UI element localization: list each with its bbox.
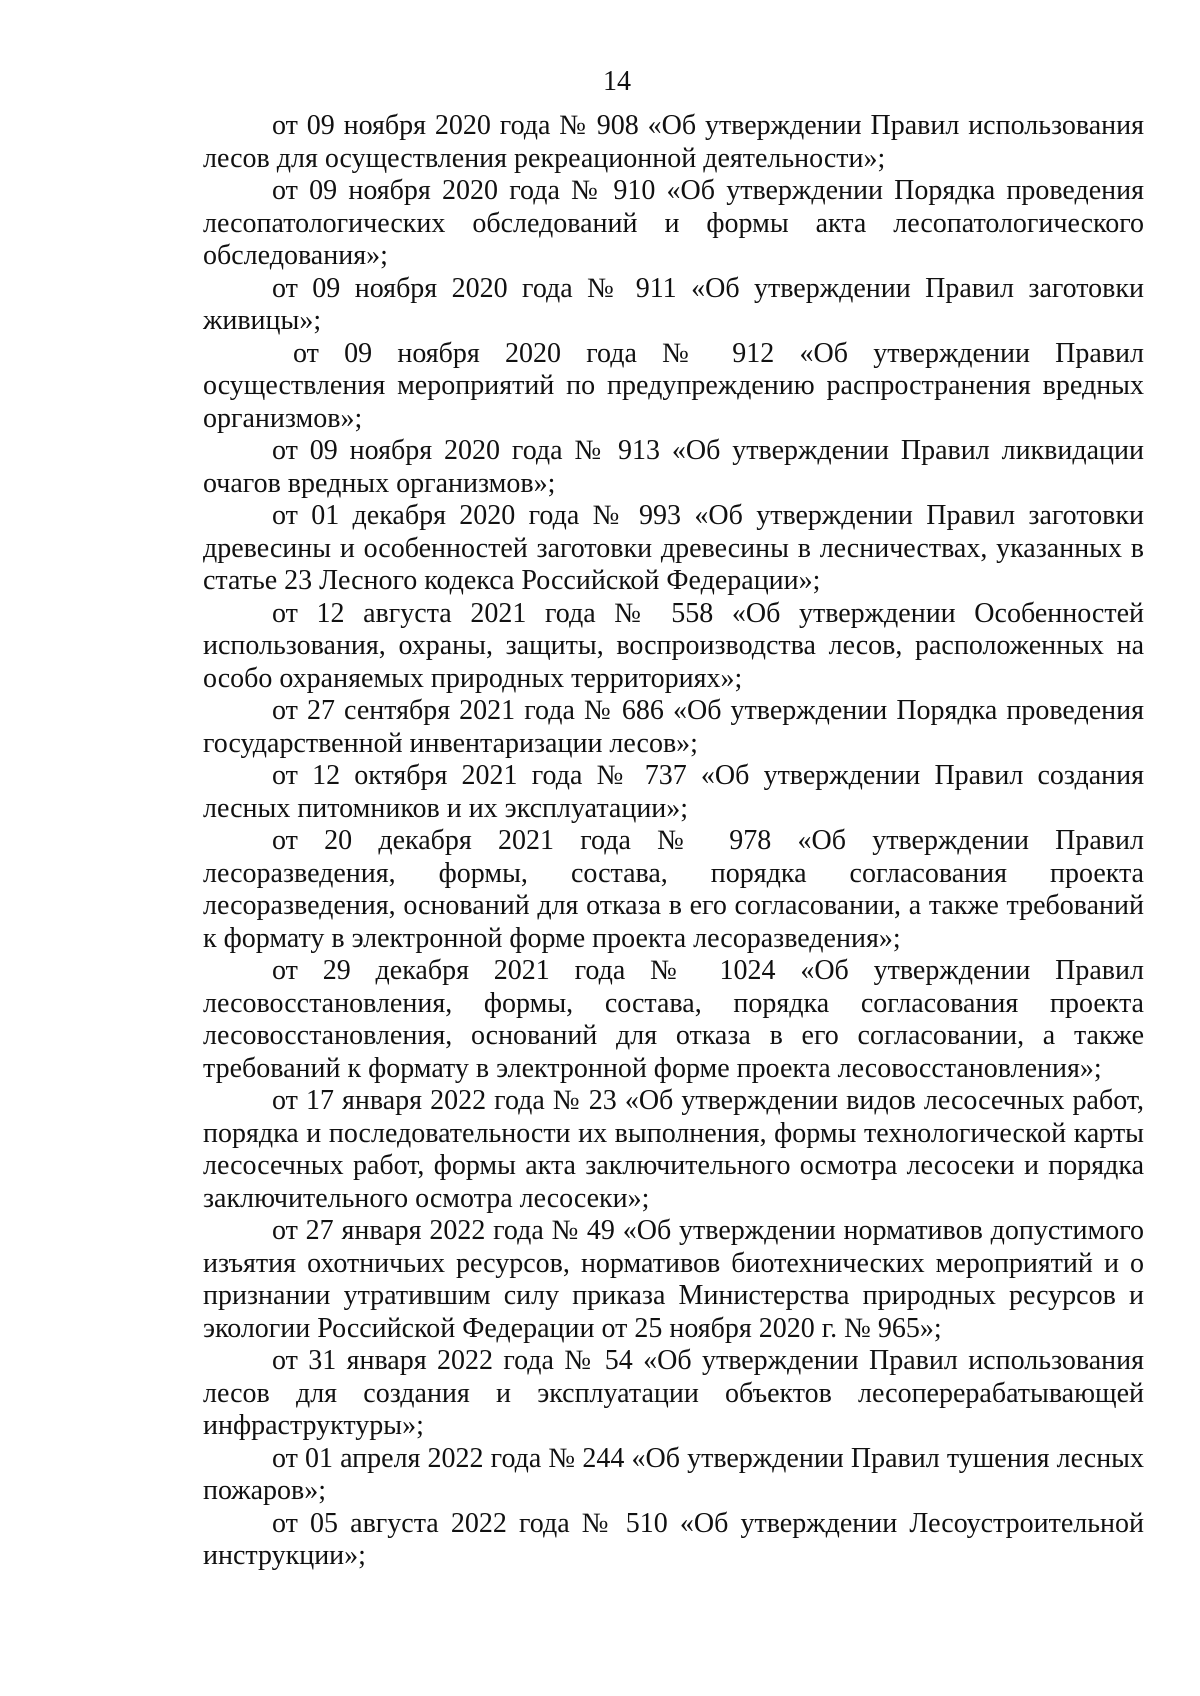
order-entry: от 31 января 2022 года № 54 «Об утверждении Правил использования лесов для создания и эксплуатации объектов лесоперерабатывающей инфраструктуры»; [203,1345,1144,1441]
order-entry: от 17 января 2022 года № 23 «Об утверждении видов лесосечных работ, порядка и последовательности их выполнения, формы технологической карты лесосечных работ, формы акта заключительного осмотра лесосеки и порядка заключительного осмотра лесосеки»; [203,1085,1144,1214]
order-entry: от 09 ноября 2020 года № 908 «Об утверждении Правил использования лесов для осуществления рекреационной деятельности»; [203,110,1144,174]
document-body [203,110,1144,1573]
order-entry: от 05 августа 2022 года № 510 «Об утверждении Лесоустроительной инструкции»; [203,1507,1144,1571]
order-entry: от 12 августа 2021 года № 558 «Об утверждении Особенностей использования, охраны, защиты, воспроизводства лесов, расположенных на особо охраняемых природных территориях»; [203,597,1144,694]
order-entry: от 09 ноября 2020 года № 913 «Об утверждении Правил ликвидации очагов вредных организмов»; [203,435,1144,499]
order-entry: от 20 декабря 2021 года № 978 «Об утверждении Правил лесоразведения, формы, состава, порядка согласования проекта лесоразведения, оснований для отказа в его согласовании, а также требований к формату в электронной форме проекта лесоразведения»; [203,825,1144,954]
order-entry: от 12 октября 2021 года № 737 «Об утверждении Правил создания лесных питомников и их эксплуатации»; [203,760,1144,824]
order-entry: от 09 ноября 2020 года № 912 «Об утверждении Правил осуществления мероприятий по предупреждению распространения вредных организмов»; [203,337,1144,434]
order-entry: от 01 апреля 2022 года № 244 «Об утверждении Правил тушения лесных пожаров»; [203,1442,1144,1506]
order-entry: от 09 ноября 2020 года № 910 «Об утверждении Порядка проведения лесопатологических обследований и формы акта лесопатологического обследования»; [203,175,1144,271]
order-entry: от 01 декабря 2020 года № 993 «Об утверждении Правил заготовки древесины и особенностей заготовки древесины в лесничествах, указанных в статье 23 Лесного кодекса Российской Федерации»; [203,500,1144,596]
order-entry: от 29 декабря 2021 года № 1024 «Об утверждении Правил лесовосстановления, формы, состава, порядка согласования проекта лесовосстановления, оснований для отказа в его согласовании, а также требований к формату в электронной форме проекта лесовосстановления»; [203,955,1144,1084]
order-entry: от 27 сентября 2021 года № 686 «Об утверждении Порядка проведения государственной инвентаризации лесов»; [203,695,1144,759]
order-entry: от 27 января 2022 года № 49 «Об утверждении нормативов допустимого изъятия охотничьих ресурсов, нормативов биотехнических мероприятий и о признании утратившим силу приказа Министерства природных ресурсов и экологии Российской Федерации от 25 ноября 2020 г. № 965»; [203,1215,1144,1344]
page-number: 14 [603,66,631,97]
order-entry: от 09 ноября 2020 года № 911 «Об утверждении Правил заготовки живицы»; [203,272,1144,336]
